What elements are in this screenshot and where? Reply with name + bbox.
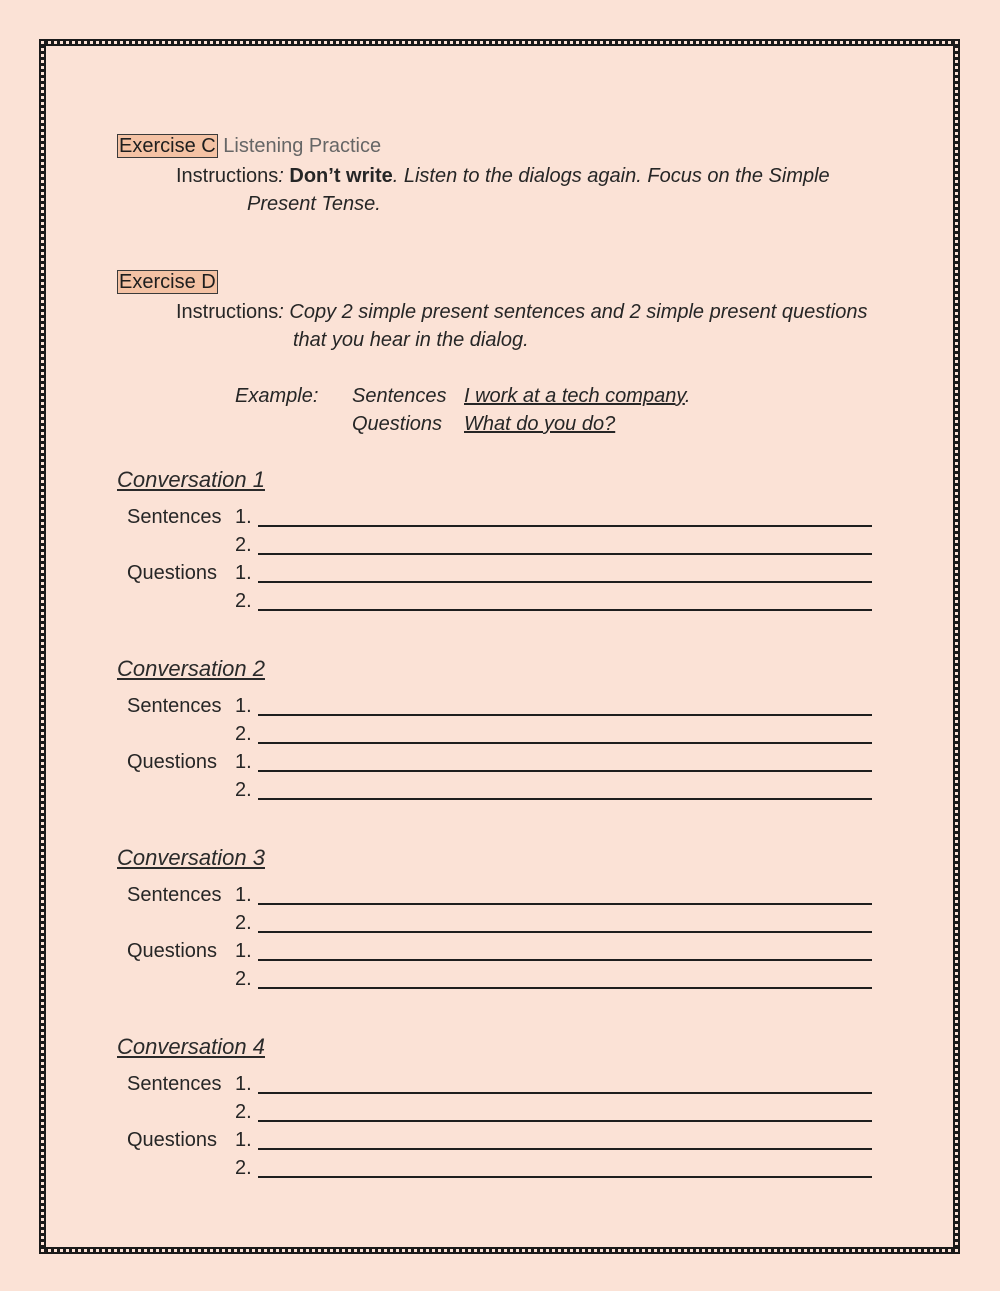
conversation-1-sentence-2-number: 2. bbox=[235, 534, 252, 556]
example-questions-kind: Questions bbox=[352, 413, 443, 435]
exercise-c-instructions-bold: Don’t write bbox=[289, 165, 393, 187]
conversation-1-sentence-2-answer-line[interactable] bbox=[258, 553, 872, 555]
conversation-2-sentences-label: Sentences bbox=[127, 695, 222, 717]
conversation-1-sentences-label: Sentences bbox=[127, 506, 222, 528]
exercise-d-instructions-text1: : Copy 2 simple present sentences and 2 simple present questions bbox=[278, 301, 868, 323]
conversation-1-question-2-answer-line[interactable] bbox=[258, 609, 872, 611]
conversation-1-question-1-number: 1. bbox=[235, 562, 252, 584]
conversation-3-sentences-label: Sentences bbox=[127, 884, 222, 906]
conversation-1-sentence-1-number: 1. bbox=[235, 506, 252, 528]
conversation-4-question-2-number: 2. bbox=[235, 1157, 252, 1179]
conversation-3-sentence-2-number: 2. bbox=[235, 912, 252, 934]
exercise-c-heading bbox=[117, 134, 381, 158]
example-sentence-text: I work at a tech company bbox=[464, 385, 685, 407]
conversation-2-sentence-1-number: 1. bbox=[235, 695, 252, 717]
exercise-d-heading bbox=[117, 270, 218, 294]
conversation-4-title: Conversation 4 bbox=[117, 1034, 265, 1059]
conversation-4-sentence-1-answer-line[interactable] bbox=[258, 1092, 872, 1094]
conversation-4-sentence-2-answer-line[interactable] bbox=[258, 1120, 872, 1122]
conversation-2-sentence-1-answer-line[interactable] bbox=[258, 714, 872, 716]
conversation-3-title: Conversation 3 bbox=[117, 845, 265, 870]
conversation-3-sentence-1-number: 1. bbox=[235, 884, 252, 906]
conversation-4-sentences-label: Sentences bbox=[127, 1073, 222, 1095]
conversation-2-question-1-answer-line[interactable] bbox=[258, 770, 872, 772]
conversation-3-question-1-answer-line[interactable] bbox=[258, 959, 872, 961]
conversation-4-question-1-answer-line[interactable] bbox=[258, 1148, 872, 1150]
conversation-2-title: Conversation 2 bbox=[117, 656, 265, 681]
conversation-4-questions-label: Questions bbox=[127, 1129, 218, 1151]
conversation-2-questions-label: Questions bbox=[127, 751, 218, 773]
exercise-c-instructions-text2: Present Tense. bbox=[247, 193, 381, 215]
conversation-1-sentence-1-answer-line[interactable] bbox=[258, 525, 872, 527]
exercise-c-label: Exercise C bbox=[119, 135, 216, 157]
example-question-text: What do you do? bbox=[464, 413, 616, 435]
exercise-d-instructions-label: Instructions bbox=[176, 301, 279, 323]
conversation-2-sentence-2-number: 2. bbox=[235, 723, 252, 745]
conversation-2-question-2-number: 2. bbox=[235, 779, 252, 801]
conversation-1-question-1-answer-line[interactable] bbox=[258, 581, 872, 583]
conversation-4-sentence-2-number: 2. bbox=[235, 1101, 252, 1123]
exercise-d-instructions-text2: that you hear in the dialog. bbox=[293, 329, 529, 351]
conversation-1-question-2-number: 2. bbox=[235, 590, 252, 612]
example-sentence-trail: . bbox=[684, 385, 691, 407]
example-label: Example: bbox=[235, 385, 319, 407]
exercise-c-instructions-colon: : bbox=[278, 165, 284, 187]
conversation-3-questions-label: Questions bbox=[127, 940, 218, 962]
exercise-d-label: Exercise D bbox=[119, 271, 216, 293]
conversation-1-title: Conversation 1 bbox=[117, 467, 265, 492]
conversation-3-question-1-number: 1. bbox=[235, 940, 252, 962]
conversation-3-question-2-number: 2. bbox=[235, 968, 252, 990]
exercise-c-instructions bbox=[176, 164, 830, 188]
conversation-4-question-2-answer-line[interactable] bbox=[258, 1176, 872, 1178]
conversation-2-question-2-answer-line[interactable] bbox=[258, 798, 872, 800]
conversation-2-sentence-2-answer-line[interactable] bbox=[258, 742, 872, 744]
conversation-4-question-1-number: 1. bbox=[235, 1129, 252, 1151]
conversation-3-sentence-2-answer-line[interactable] bbox=[258, 931, 872, 933]
example-question bbox=[464, 412, 615, 436]
exercise-c-instructions-text1: . Listen to the dialogs again. Focus on the Simple bbox=[392, 165, 830, 187]
exercise-c-subtitle: Listening Practice bbox=[223, 135, 382, 157]
conversation-3-question-2-answer-line[interactable] bbox=[258, 987, 872, 989]
exercise-d-instructions bbox=[176, 300, 867, 324]
example-sentence bbox=[464, 384, 690, 408]
conversation-1-questions-label: Questions bbox=[127, 562, 218, 584]
exercise-c-instructions-label: Instructions bbox=[176, 165, 279, 187]
conversation-2-question-1-number: 1. bbox=[235, 751, 252, 773]
conversation-3-sentence-1-answer-line[interactable] bbox=[258, 903, 872, 905]
conversation-4-sentence-1-number: 1. bbox=[235, 1073, 252, 1095]
example-sentences-kind: Sentences bbox=[352, 385, 447, 407]
